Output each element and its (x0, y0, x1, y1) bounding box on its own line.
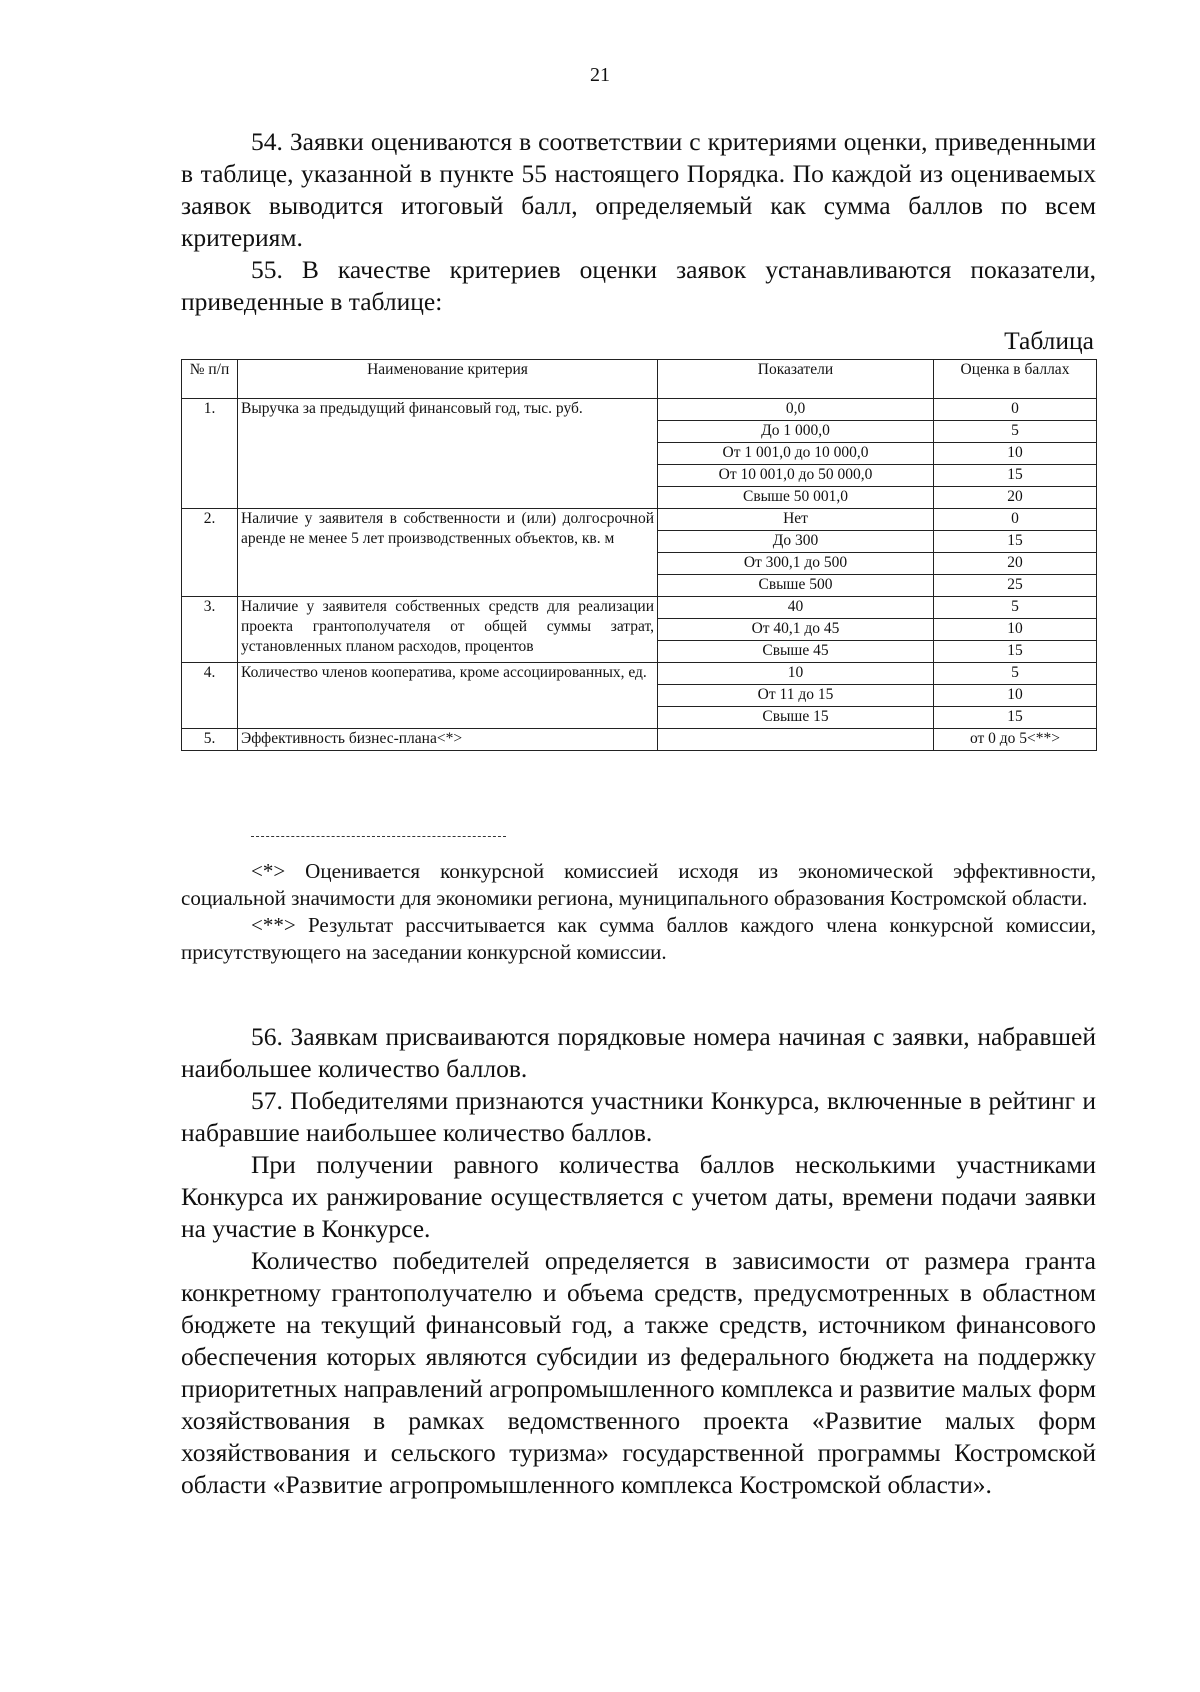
header-name: Наименование критерия (238, 360, 658, 399)
indicator-value (658, 729, 934, 751)
paragraph-equal-scores: При получении равного количества баллов несколькими участниками Конкурса их ранжирование осуществляется с учетом даты, времени подачи заявки на участие в Конкурсе. (181, 1150, 1096, 1243)
indicator-value: Свыше 500 (658, 575, 934, 597)
indicator-value: 40 (658, 597, 934, 619)
score-value: 5 (934, 597, 1097, 619)
indicator-value: До 1 000,0 (658, 421, 934, 443)
indicator-value: От 11 до 15 (658, 685, 934, 707)
indicator-value: Свыше 15 (658, 707, 934, 729)
criterion-number: 1. (182, 399, 238, 509)
table-caption: Таблица (1004, 326, 1094, 355)
indicator-value: От 300,1 до 500 (658, 553, 934, 575)
score-value: 15 (934, 707, 1097, 729)
table-row (182, 399, 1097, 421)
indicator-value: До 300 (658, 531, 934, 553)
criteria-table (181, 359, 1097, 751)
header-num: № п/п (182, 360, 238, 399)
score-value: 5 (934, 421, 1097, 443)
criterion-number: 5. (182, 729, 238, 751)
score-value: 10 (934, 619, 1097, 641)
footnote-1: <*> Оценивается конкурсной комиссией исходя из экономической эффективности, социальной значимости для экономики региона, муниципального образования Костромской области. (181, 859, 1096, 910)
paragraph-winners-count: Количество победителей определяется в зависимости от размера гранта конкретному грантополучателю и объема средств, предусмотренных в областном бюджете на текущий финансовый год, а также средств, источником финансового обеспечения которых являются субсидии из федерального бюджета на поддержку приоритетных направлений агропромышленного комплекса и развитие малых форм хозяйствования в рамках ведомственного проекта «Развитие малых форм хозяйствования и сельского туризма» государственной программы Костромской области «Развитие агропромышленного комплекса Костромской области». (181, 1246, 1096, 1499)
criterion-name: Выручка за предыдущий финансовый год, тыс. руб. (238, 399, 658, 509)
indicator-value: Нет (658, 509, 934, 531)
footnote-2: <**> Результат рассчитывается как сумма баллов каждого члена конкурсной комиссии, присутствующего на заседании конкурсной комиссии. (181, 913, 1096, 964)
table-row (182, 729, 1097, 751)
score-value: 15 (934, 531, 1097, 553)
indicator-value: 0,0 (658, 399, 934, 421)
header-score: Оценка в баллах (934, 360, 1097, 399)
score-value: 15 (934, 465, 1097, 487)
score-value: 5 (934, 663, 1097, 685)
indicator-value: Свыше 50 001,0 (658, 487, 934, 509)
criterion-name: Наличие у заявителя собственных средств для реализации проекта грантополучателя от общей суммы затрат, установленных планом расходов, процентов (238, 597, 658, 663)
score-value: от 0 до 5<**> (934, 729, 1097, 751)
score-value: 20 (934, 553, 1097, 575)
footnotes (181, 858, 1096, 966)
criterion-name: Эффективность бизнес-плана<*> (238, 729, 658, 751)
score-value: 25 (934, 575, 1097, 597)
closing-text (181, 1021, 1096, 1501)
paragraph-55: 55. В качестве критериев оценки заявок устанавливаются показатели, приведенные в таблице: (181, 255, 1096, 316)
score-value: 15 (934, 641, 1097, 663)
indicator-value: Свыше 45 (658, 641, 934, 663)
table-row (182, 663, 1097, 685)
criterion-name: Количество членов кооператива, кроме ассоциированных, ед. (238, 663, 658, 729)
paragraph-57: 57. Победителями признаются участники Конкурса, включенные в рейтинг и набравшие наибольшее количество баллов. (181, 1086, 1096, 1147)
intro-text (181, 126, 1096, 318)
indicator-value: От 40,1 до 45 (658, 619, 934, 641)
criterion-number: 3. (182, 597, 238, 663)
criterion-name: Наличие у заявителя в собственности и (или) долгосрочной аренде не менее 5 лет производственных объектов, кв. м (238, 509, 658, 597)
score-value: 20 (934, 487, 1097, 509)
score-value: 10 (934, 443, 1097, 465)
table-row (182, 509, 1097, 531)
score-value: 10 (934, 685, 1097, 707)
footnote-separator (251, 836, 506, 837)
score-value: 0 (934, 509, 1097, 531)
table-row (182, 597, 1097, 619)
paragraph-54: 54. Заявки оцениваются в соответствии с критериями оценки, приведенными в таблице, указанной в пункте 55 настоящего Порядка. По каждой из оцениваемых заявок выводится итоговый балл, определяемый как сумма баллов по всем критериям. (181, 127, 1096, 252)
criterion-number: 2. (182, 509, 238, 597)
indicator-value: 10 (658, 663, 934, 685)
score-value: 0 (934, 399, 1097, 421)
header-indicators: Показатели (658, 360, 934, 399)
indicator-value: От 1 001,0 до 10 000,0 (658, 443, 934, 465)
table-header-row (182, 360, 1097, 399)
paragraph-56: 56. Заявкам присваиваются порядковые номера начиная с заявки, набравшей наибольшее количество баллов. (181, 1022, 1096, 1083)
criterion-number: 4. (182, 663, 238, 729)
indicator-value: От 10 001,0 до 50 000,0 (658, 465, 934, 487)
page-number: 21 (590, 64, 610, 86)
